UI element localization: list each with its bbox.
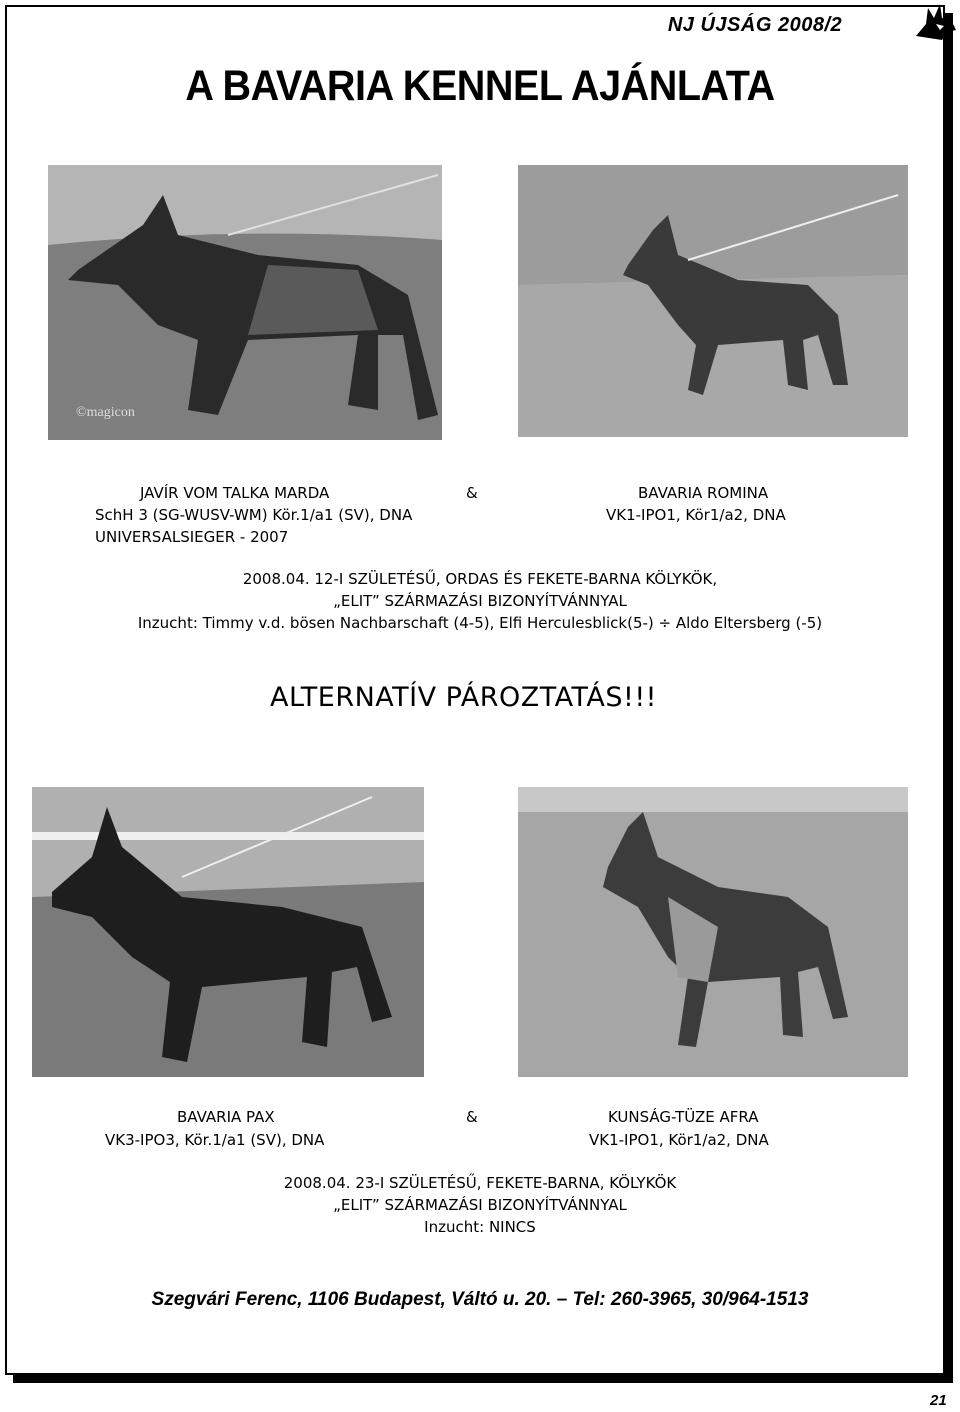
dog-head-logo-icon (912, 0, 960, 44)
contact-line: Szegvári Ferenc, 1106 Budapest, Váltó u. 20. – Tel: 260-3965, 30/964-1513 (151, 1289, 809, 1310)
photo-watermark: ©magicon (76, 405, 135, 420)
ampersand-1: & (466, 484, 478, 502)
litter1-birth: 2008.04. 12-I SZÜLETÉSŰ, ORDAS ÉS FEKETE-BARNA KÖLYKÖK, (242, 570, 718, 588)
photo-romina (518, 165, 908, 437)
ampersand-2: & (466, 1108, 478, 1126)
sire1-name: JAVÍR VOM TALKA MARDA (140, 484, 330, 502)
litter1-pedigree: „ELIT” SZÁRMAZÁSI BIZONYÍTVÁNNYAL (333, 592, 627, 610)
dam1-titles: VK1-IPO1, Kör1/a2, DNA (606, 506, 786, 524)
sire2-name: BAVARIA PAX (177, 1108, 275, 1126)
dam1-name: BAVARIA ROMINA (638, 484, 769, 502)
sire1-award: UNIVERSALSIEGER - 2007 (95, 528, 289, 546)
sire2-titles: VK3-IPO3, Kör.1/a1 (SV), DNA (105, 1131, 325, 1149)
photo-pax (32, 787, 424, 1077)
litter2-inbreeding: Inzucht: NINCS (424, 1218, 536, 1236)
dam2-titles: VK1-IPO1, Kör1/a2, DNA (589, 1131, 769, 1149)
issue-label: NJ ÚJSÁG 2008/2 (667, 14, 843, 36)
litter1-inbreeding: Inzucht: Timmy v.d. bösen Nachbarschaft (4-5), Elfi Herculesblick(5-) ÷ Aldo Eltersberg (-5) (137, 614, 823, 632)
page-title: A BAVARIA KENNEL AJÁNLATA (185, 62, 775, 110)
page-number: 21 (930, 1392, 947, 1409)
litter2-birth: 2008.04. 23-I SZÜLETÉSŰ, FEKETE-BARNA, KÖLYKÖK (283, 1174, 677, 1192)
photo-afra (518, 787, 908, 1077)
photo-javir (48, 165, 442, 440)
alternative-heading: ALTERNATÍV PÁROZTATÁS!!! (270, 682, 657, 713)
litter2-pedigree: „ELIT” SZÁRMAZÁSI BIZONYÍTVÁNNYAL (333, 1196, 627, 1214)
sire1-titles: SchH 3 (SG-WUSV-WM) Kör.1/a1 (SV), DNA (95, 506, 413, 524)
dam2-name: KUNSÁG-TÜZE AFRA (608, 1108, 759, 1126)
